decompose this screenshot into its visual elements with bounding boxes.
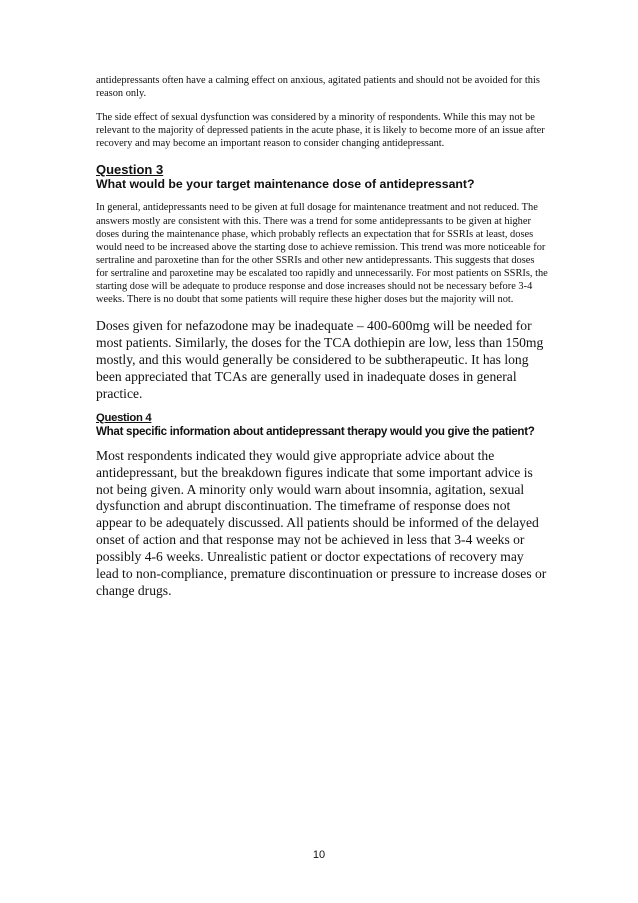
question-3-body-large: Doses given for nefazodone may be inadequate – 400-600mg will be needed for most patients. Similarly, the doses for the TCA dothiepin are low, less than 150mg mostly, and this would generally be considered to be subtherapeutic. It has long been appreciated that TCAs are generally used in inadequate doses in general practice. <box>96 318 544 401</box>
question-3-text: What would be your target maintenance dose of antidepressant? <box>96 177 475 192</box>
intro-paragraph-1: antidepressants often have a calming effect on anxious, agitated patients and should not be avoided for this reason only. <box>96 75 540 100</box>
question-3-heading: Question 3 <box>96 162 164 178</box>
intro-paragraph-2: The side effect of sexual dysfunction was considered by a minority of respondents. While this may not be relevant to the majority of depressed patients in the acute phase, it is likely to become more of an issue after recovery and may become an important reason to consider changing antidepressant. <box>96 112 545 150</box>
question-3-body-small: In general, antidepressants need to be given at full dosage for maintenance treatment and not reduced. The answers mostly are consistent with this. There was a trend for some antidepressants to be given at higher doses during the maintenance phase, which probably reflects an expectation that for SSRIs at least, doses would need to be increased above the starting dose to achieve remission. This trend was more noticeable for sertraline and paroxetine than for the other SSRIs and other new antidepressants. This suggests that doses for sertraline and paroxetine may be escalated too rapidly and unnecessarily. For most patients on SSRIs, the starting dose will be adequate to produce response and dose increases should not be necessary before 3-4 weeks. There is no doubt that some patients will require these higher doses but the majority will not. <box>96 202 548 306</box>
question-4-text: What specific information about antidepressant therapy would you give the patient? <box>96 424 535 438</box>
page-number: 10 <box>312 849 326 861</box>
page-content <box>96 74 548 600</box>
question-4-heading: Question 4 <box>96 411 152 424</box>
question-4-body: Most respondents indicated they would give appropriate advice about the antidepressant, but the breakdown figures indicate that some important advice is not being given. A minority only would warn about insomnia, agitation, sexual dysfunction and abrupt discontinuation. The timeframe of response does not appear to be adequately discussed. All patients should be informed of the delayed onset of action and that response may not be achieved in less that 3-4 weeks or possibly 4-6 weeks. Unrealistic patient or doctor expectations of recovery may lead to non-compliance, premature discontinuation or pressure to increase doses or change drugs. <box>96 447 547 598</box>
